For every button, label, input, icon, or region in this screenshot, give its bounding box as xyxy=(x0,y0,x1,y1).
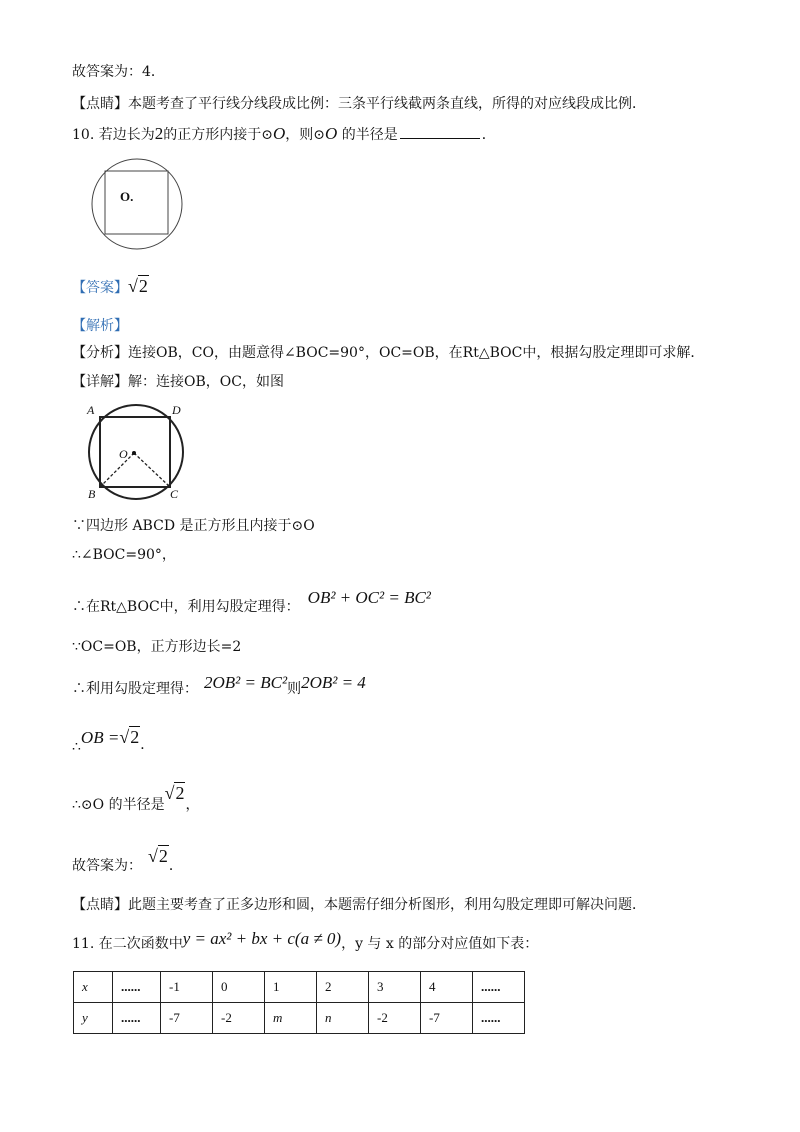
value-table xyxy=(73,971,525,1034)
previous-comment-text: 【点睛】本题考查了平行线分线段成比例：三条平行线截两条直线，所得的对应线段成比例． xyxy=(72,96,646,112)
answer-line xyxy=(72,276,149,298)
pythagoras-equation: OB² + OC² = BC² xyxy=(307,588,431,607)
circle-o xyxy=(89,405,183,499)
analysis-summary-text: 【分析】连接OB，CO，由题意得∠BOC=90°，OC=OB，在Rt△BOC中，根据勾股定理即可求解． xyxy=(72,345,705,361)
step-1: ∵四边形 ABCD 是正方形且内接于⊙O xyxy=(72,518,315,534)
quadratic-function: y = ax² + bx + c(a ≠ 0) xyxy=(182,929,342,948)
step-4: ∵OC=OB，正方形边长=2 xyxy=(72,639,242,655)
previous-answer-line xyxy=(72,62,165,82)
segment-oc xyxy=(134,453,170,487)
table-row: y ...... -7 -2 m n -2 -7 ...... xyxy=(74,1003,525,1034)
previous-comment-line xyxy=(72,94,646,114)
label-c: C xyxy=(170,487,179,501)
inscribed-square xyxy=(105,171,168,234)
detailed-solution-text: 【详解】解：连接OB，OC，如图 xyxy=(72,374,284,390)
figure-square-abcd xyxy=(82,400,194,502)
analysis-label-line xyxy=(72,316,128,336)
segment-ob xyxy=(100,453,134,487)
figure-circle-square xyxy=(86,154,188,254)
step-6: ∴OB =√2． xyxy=(72,727,155,755)
point-o xyxy=(132,451,136,455)
label-b: B xyxy=(88,487,96,501)
label-o: O xyxy=(119,447,128,461)
detailed-solution-line xyxy=(72,372,284,392)
comment-line xyxy=(72,895,646,915)
table-row: x ...... -1 0 1 2 3 4 ...... xyxy=(74,972,525,1003)
step-2: ∴∠BOC=90°， xyxy=(72,547,176,563)
previous-answer-text: 故答案为：4． xyxy=(72,64,165,80)
answer-blank xyxy=(400,124,480,139)
question-10: 10. 若边长为2的正方形内接于⊙O，则⊙O 的半径是 ． xyxy=(72,124,496,143)
answer-value: √2 xyxy=(128,276,148,296)
label-a: A xyxy=(87,403,95,417)
center-label: O. xyxy=(120,189,134,204)
step-7: ∴⊙O 的半径是√2， xyxy=(72,783,200,813)
analysis-label: 【解析】 xyxy=(72,318,128,334)
analysis-summary-line xyxy=(72,343,704,363)
step-8: 故答案为： √2． xyxy=(72,846,183,874)
label-d: D xyxy=(172,403,181,417)
step-5: ∴利用勾股定理得： 2OB² = BC²则2OB² = 4 xyxy=(72,673,366,697)
step-3: ∴在Rt△BOC中，利用勾股定理得： OB² + OC² = BC² xyxy=(72,588,431,615)
answer-label: 【答案】 xyxy=(72,280,128,296)
comment-text: 【点睛】此题主要考查了正多边形和圆，本题需仔细分析图形，利用勾股定理即可解决问题． xyxy=(72,897,646,913)
question-11: 11. 在二次函数中y = ax² + bx + c(a ≠ 0)，y 与 x 的部分对应值如下表： xyxy=(72,929,539,952)
